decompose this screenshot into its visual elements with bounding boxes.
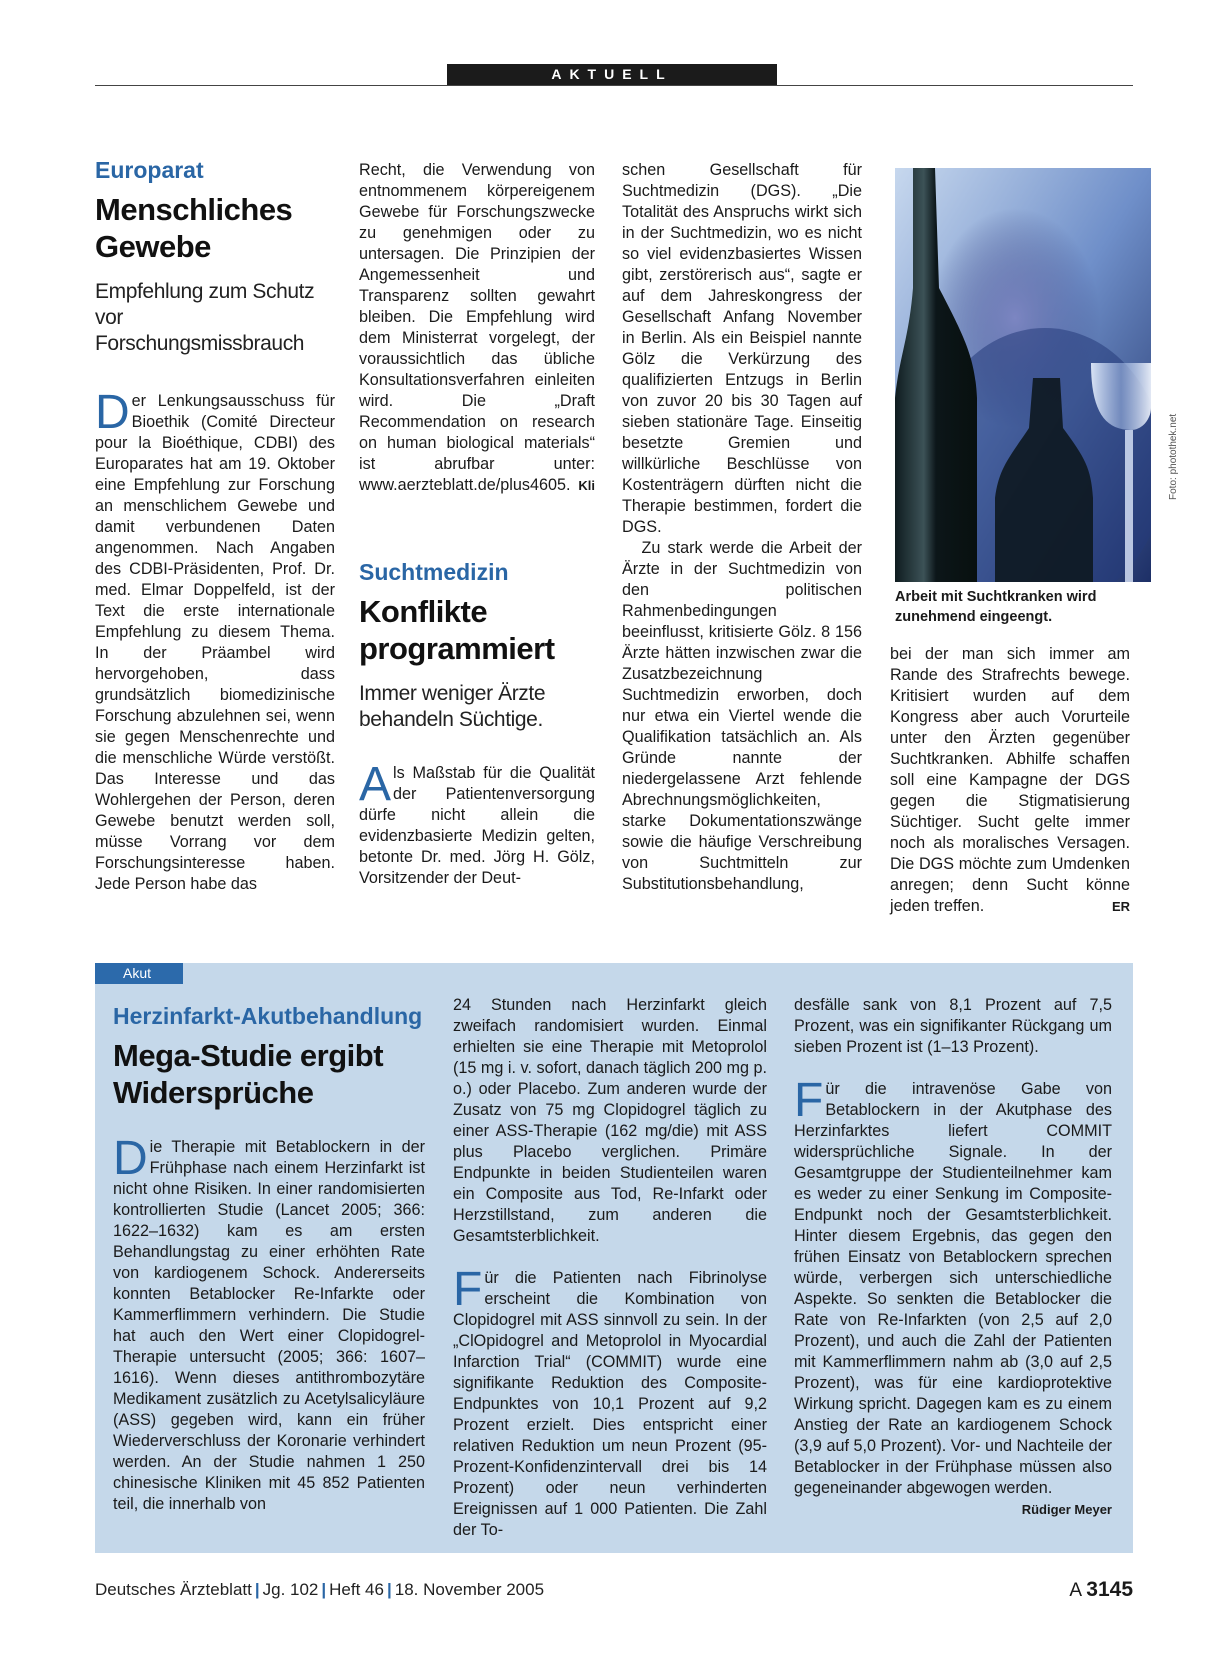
box-body-p4: desfälle sank von 8,1 Prozent auf 7,5 Prozent, was ein signifikanter Rückgang um sieben Prozent ist (1–13 Prozent). [794,996,1112,1056]
article2-body-p3: Zu stark werde die Arbeit der Ärzte in der Suchtmedizin von den politischen Rahmenbedingungen beeinflusst, kritisierte Gölz. 8 156 Ärzte hätten inzwischen zwar die Zusatzbezeichnung Suchtmedizin erworben, doch nur etwa ein Viertel wende die Qualifikation tatsächlich an. Als Gründe nannte der niedergelassene Arzt fehlende Abrechnungsmöglichkeiten, starke Dokumentationszwänge sowie die häufige Verschreibung von Suchtmitteln zur Substitutionsbehandlung, [622,539,862,893]
article2-deck: Immer weniger Ärzte behandeln Süchtige. [359,682,546,731]
box-dropcap-3: F [794,1074,824,1127]
article2-signature: ER [1111,899,1130,914]
box-dropcap-1: D [113,1132,148,1185]
article2-kicker: Suchtmedizin [359,559,509,585]
wine-bottle-photo [895,168,1151,582]
box-body-p2: 24 Stunden nach Herzinfarkt gleich zweifach randomisiert wurden. Einmal erhielten sie eine Therapie mit Metoprolol (15 mg i. v. sofort, danach täglich 200 mg p. o.) oder Placebo. Zum anderen wurde der Zusatz von 75 mg Clopidogrel täglich zu einer ASS-Therapie (162 mg/die) mit ASS plus Placebo verglichen. Primäre Endpunkte in beiden Studienteilen waren ein Composite aus Tod, Re-Infarkt oder Herzstillstand, zum anderen die Gesamtsterblichkeit. [453,996,767,1245]
article-europarat-col2 [359,160,595,496]
box-body-p3: Für die Patienten nach Fibrinolyse erscheint die Kombination von Clopidogrel mit ASS sinnvoll zu sein. In der „ClOpidogrel and Metoprolol in Myocardial Infarction Trial“ (COMMIT) wurde eine signifikante Reduktion des Composite-Endpunktes von 10,1 Prozent auf 9,2 Prozent erzielt. Dies entspricht einer relativen Reduktion um neun Prozent (95-Prozent-Konfidenzintervall drei bis 14 Prozent) oder neun verhinderten Ereignissen auf 1 000 Patienten. Die Zahl der To- [453,1263,767,1539]
article-europarat-col1 [95,157,335,895]
article-suchtmedizin-col3 [622,160,862,895]
page-number: A 3145 [1069,1578,1133,1601]
footer: Deutsches Ärzteblatt | Jg. 102 | Heft 46 | 18. November 2005 [95,1580,545,1599]
footer-issue: Heft 46 [329,1580,384,1599]
box-col2 [453,995,767,1541]
article1-body-p2: Recht, die Verwendung von entnommenem körpereigenem Gewebe für Forschungszwecke zu genehmigen oder zu untersagen. Die Prinzipien der Angemessenheit und Transparenz sollten gewahrt bleiben. Die Empfehlung wird dem Ministerrat vorgelegt, der voraussichtlich das übliche Konsultationsverfahren einleiten wird. Die „Draft Recommendation on research on human biological materials“ ist abrufbar unter: www.aerzteblatt.de/plus4605. [359,161,595,494]
section-label: AKTUELL [447,64,777,85]
article2-body-p4: bei der man sich immer am Rande des Strafrechts bewege. Kritisiert wurden auf dem Kongress aber auch Vorurteile unter den Ärzten gegenüber Suchtkranken. Abhilfe schaffen soll eine Kampagne der DGS gegen die Stigmatisierung Süchtiger. Sucht gelte immer noch als moralisches Versagen. Die DGS möchte zum Umdenken anregen; denn Sucht könne jeden treffen. [890,645,1130,915]
article2-headline: Konflikte programmiert [359,594,555,666]
footer-volume: Jg. 102 [262,1580,319,1599]
article1-deck: Empfehlung zum Schutz vor Forschungsmissbrauch [95,280,315,355]
footer-date: 18. November 2005 [394,1580,545,1599]
article2-body-p2: schen Gesellschaft für Suchtmedizin (DGS). „Die Totalität des Anspruchs wirkt sich in der Suchtmedizin, wo es nicht so viel evidenzbasiertes Wissen gibt, zerstörerisch aus“, sagte er auf dem Jahreskongress der Gesellschaft Anfang November in Berlin. Als ein Beispiel nannte Gölz die Verkürzung des qualifizierten Entzugs in Berlin von zuvor 20 bis 30 Tagen auf sieben stationäre Tage. Einseitig besetzte Gremien und willkürliche Beschlüsse von Kostenträgern dürften nicht die Therapie bestimmen, fordert die DGS. [622,161,862,536]
article2-dropcap: A [359,758,392,811]
box-col1 [113,1003,425,1515]
article1-headline: Menschliches Gewebe [95,192,293,264]
footer-publication: Deutsches Ärzteblatt [95,1580,252,1599]
article2-body-p1: Als Maßstab für die Qualität der Patientenversorgung dürfe nicht allein die evidenzbasierte Medizin gelten, betonte Dr. med. Jörg H. Gölz, Vorsitzender der Deut- [359,758,595,887]
article-suchtmedizin-col4 [890,644,1130,917]
box-dropcap-2: F [453,1263,483,1316]
article1-body-p1: Der Lenkungsausschuss für Bioethik (Comité Directeur pour la Bioéthique, CDBI) des Europarates hat am 19. Oktober eine Empfehlung zur Forschung an menschlichem Gewebe und damit verbundenen Daten angenommen. Nach Angaben des CDBI-Präsidenten, Prof. Dr. med. Elmar Doppelfeld, ist der Text die erste internationale Empfehlung zu diesem Thema. In der Präambel wird hervorgehoben, dass grundsätzlich biomedizinische Forschung abzulehnen sei, wenn sie gegen Menschenrechte und die menschliche Würde verstößt. Das Interesse und das Wohlergehen der Person, deren Gewebe benutzt werden soll, müsse Vorrang vor dem Forschungsinteresse haben. Jede Person habe das [95,386,335,893]
box-body-p1: Die Therapie mit Betablockern in der Frühphase nach einem Herzinfarkt ist nicht ohne Risiken. In einer randomisierten kontrollierten Studie (Lancet 2005; 366: 1622–1632) kam es am ersten Behandlungstag zu einer erhöhten Rate von kardiogenem Schock. Andererseits konnten Betablocker Re-Infarkte oder Kammerflimmern verhindern. Die Studie hat auch den Wert einer Clopidogrel-Therapie untersucht (2005; 366: 1607–1616). Wenn dieses antithrombozytäre Medikament zusätzlich zu Acetylsalicyläure (ASS) gegeben wird, kann ein früher Wiederverschluss der Koronarie verhindert werden. An der Studie nahmen 1 250 chinesische Kliniken mit 45 852 Patienten teil, die innerhalb von [113,1132,425,1513]
article-suchtmedizin-col2 [359,559,595,889]
box-headline: Mega-Studie ergibt Widersprüche [113,1038,384,1110]
akut-box-tab: Akut [95,963,183,984]
box-body-p5: Für die intravenöse Gabe von Betablockern in der Akutphase des Herzinfarktes liefert COMMIT widersprüchliche Signale. In der Gesamtgruppe der Studienteilnehmer kam es weder zu einer Senkung im Composite-Endpunkt noch der Gesamtsterblichkeit. Hinter diesem Ergebnis, das gegen den frühen Einsatz von Betablockern sprechen würde, verbergen sich unterschiedliche Aspekte. So senkten die Betablocker die Rate von Re-Infarkten (von 2,5 auf 2,0 Prozent), und auch die Zahl der Patienten mit Kammerflimmern nahm ab (3,0 auf 2,5 Prozent), was für eine kardioprotektive Wirkung spricht. Dagegen kam es zu einem Anstieg der Rate an kardiogenem Schock (3,9 auf 5,0 Prozent). Vor- und Nachteile der Betablocker in der Frühphase müssen also gegeneinander abgewogen werden. Rüdiger Meyer [794,1079,1112,1499]
article2-photo [895,168,1151,582]
article1-dropcap: D [95,386,130,439]
box-kicker: Herzinfarkt-Akutbehandlung [113,1003,423,1029]
header-rule [95,85,1133,86]
box-col3 [794,995,1112,1520]
article1-kicker: Europarat [95,157,204,183]
photo-caption: Arbeit mit Suchtkranken wird zunehmend eingeengt. [895,589,1097,625]
article1-signature: Kli [578,478,595,493]
box-signature: Rüdiger Meyer [1021,1502,1112,1517]
photo-credit: Foto: photothek.net [1168,413,1179,500]
